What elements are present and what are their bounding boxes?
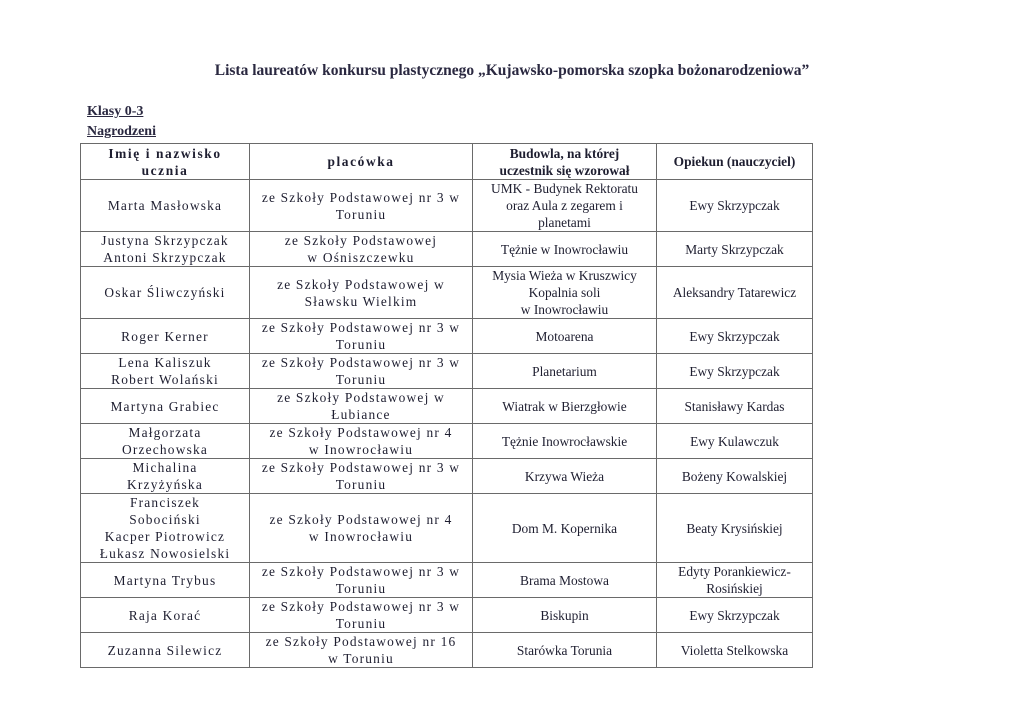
teacher-name: Aleksandry Tatarewicz <box>672 285 797 300</box>
student-name-cell <box>81 494 250 563</box>
building-name: Brama Mostowa <box>520 572 609 588</box>
building-name: Starówka Torunia <box>516 642 613 658</box>
building-name-cell <box>473 180 657 232</box>
school-name: ze Szkoły Podstawowej nr 3 w <box>261 460 461 475</box>
header-building <box>473 144 657 180</box>
teacher-name: Stanisławy Kardas <box>684 398 785 414</box>
teacher-name-cell <box>657 180 813 232</box>
student-name-cell <box>81 319 250 354</box>
student-name: Orzechowska <box>121 442 209 457</box>
teacher-name-cell <box>657 232 813 267</box>
building-name-cell <box>473 232 657 267</box>
header-teacher: Opiekun (nauczyciel) <box>657 144 813 180</box>
school-name: Toruniu <box>335 616 387 631</box>
table-row <box>81 319 813 354</box>
student-name: Marta Masłowska <box>107 198 223 213</box>
school-name: ze Szkoły Podstawowej nr 3 w <box>261 599 461 614</box>
student-name-cell <box>81 633 250 668</box>
school-name: ze Szkoły Podstawowej nr 3 w <box>261 355 461 370</box>
teacher-name: Ewy Skrzypczak <box>689 607 780 623</box>
table-row <box>81 598 813 633</box>
table-row <box>81 267 813 319</box>
school-name: ze Szkoły Podstawowej <box>284 233 438 248</box>
header-name-line: Imię i nazwisko <box>108 145 222 161</box>
school-name-cell <box>250 232 473 267</box>
school-name-cell <box>250 389 473 424</box>
teacher-name-cell <box>657 563 813 598</box>
student-name: Krzyżyńska <box>127 477 203 492</box>
teacher-name-cell <box>657 424 813 459</box>
student-name: Franciszek <box>129 495 200 510</box>
building-name: Planetarium <box>532 363 597 379</box>
table-row <box>81 180 813 232</box>
student-name: Martyna Trybus <box>113 572 217 588</box>
student-name: Roger Kerner <box>121 328 209 344</box>
building-name-cell <box>473 494 657 563</box>
building-name: Biskupin <box>540 607 589 623</box>
table-row <box>81 232 813 267</box>
student-name-cell <box>81 424 250 459</box>
building-name-cell <box>473 459 657 494</box>
school-name: ze Szkoły Podstawowej nr 4 <box>269 512 453 527</box>
school-name: ze Szkoły Podstawowej nr 3 w <box>261 564 461 579</box>
table-row <box>81 389 813 424</box>
school-name-cell <box>250 633 473 668</box>
table-header-row <box>81 144 813 180</box>
building-name-cell <box>473 598 657 633</box>
teacher-name-cell <box>657 354 813 389</box>
teacher-name: Marty Skrzypczak <box>685 241 784 257</box>
table-row <box>81 459 813 494</box>
student-name: Antoni Skrzypczak <box>103 250 227 265</box>
student-name: Łukasz Nowosielski <box>99 546 231 561</box>
teacher-name: Ewy Skrzypczak <box>689 198 780 213</box>
teacher-name-cell <box>657 319 813 354</box>
building-name: Dom M. Kopernika <box>511 520 618 536</box>
teacher-name-cell <box>657 389 813 424</box>
header-name <box>81 144 250 180</box>
school-name: w Ośniszczewku <box>307 250 415 265</box>
student-name: Sobociński <box>129 512 201 527</box>
school-name: ze Szkoły Podstawowej w <box>277 276 445 292</box>
building-name: w Inowrocławiu <box>520 302 609 317</box>
student-name: Kacper Piotrowicz <box>104 529 226 544</box>
school-name-cell <box>250 459 473 494</box>
school-name: ze Szkoły Podstawowej nr 3 w <box>261 320 461 335</box>
teacher-name: Beaty Krysińskiej <box>686 520 783 536</box>
student-name: Martyna Grabiec <box>110 398 220 414</box>
teacher-name: Violetta Stelkowska <box>680 642 789 658</box>
building-name: oraz Aula z zegarem i <box>506 198 623 213</box>
student-name: Zuzanna Silewicz <box>107 642 223 658</box>
student-name: Lena Kaliszuk <box>118 355 212 370</box>
teacher-name-cell <box>657 459 813 494</box>
school-name: w Toruniu <box>328 651 394 666</box>
student-name-cell <box>81 563 250 598</box>
student-name: Michalina <box>132 460 198 475</box>
table-row <box>81 424 813 459</box>
school-name: w Inowrocławiu <box>308 529 414 544</box>
school-name-cell <box>250 494 473 563</box>
school-name: ze Szkoły Podstawowej nr 4 <box>269 425 453 440</box>
building-name-cell <box>473 354 657 389</box>
school-name-cell <box>250 267 473 319</box>
school-name: Toruniu <box>335 581 387 596</box>
teacher-name-cell <box>657 633 813 668</box>
building-name: Kopalnia soli <box>528 285 601 300</box>
building-name-cell <box>473 389 657 424</box>
building-name: Motoarena <box>535 328 594 344</box>
school-name-cell <box>250 180 473 232</box>
building-name: Krzywa Wieża <box>524 468 605 484</box>
student-name-cell <box>81 598 250 633</box>
header-name-line: ucznia <box>141 162 189 178</box>
building-name: Tężnie Inowrocławskie <box>501 433 628 449</box>
header-school: placówka <box>250 144 473 180</box>
school-name: Toruniu <box>335 372 387 387</box>
student-name-cell <box>81 180 250 232</box>
school-name-cell <box>250 354 473 389</box>
teacher-name-cell <box>657 598 813 633</box>
table-row <box>81 633 813 668</box>
school-name-cell <box>250 424 473 459</box>
student-name-cell <box>81 267 250 319</box>
teacher-name: Edyty Porankiewicz- <box>678 564 791 579</box>
building-name-cell <box>473 633 657 668</box>
teacher-name: Ewy Skrzypczak <box>689 363 780 379</box>
table-row <box>81 354 813 389</box>
building-name-cell <box>473 424 657 459</box>
building-name-cell <box>473 319 657 354</box>
student-name: Małgorzata <box>128 425 202 440</box>
school-name: Sławsku Wielkim <box>304 293 418 309</box>
school-name: Toruniu <box>335 337 387 352</box>
teacher-name-cell <box>657 494 813 563</box>
teacher-name: Bożeny Kowalskiej <box>681 468 788 484</box>
student-name: Oskar Śliwczyński <box>104 285 226 300</box>
student-name-cell <box>81 459 250 494</box>
school-name: ze Szkoły Podstawowej nr 3 w <box>261 189 461 205</box>
building-name-cell <box>473 563 657 598</box>
laureates-table <box>80 143 813 668</box>
subsection-heading: Nagrodzeni <box>87 124 156 139</box>
teacher-name: Rosińskiej <box>706 581 763 596</box>
school-name: Toruniu <box>335 206 387 222</box>
school-name: w Inowrocławiu <box>308 442 414 457</box>
student-name-cell <box>81 232 250 267</box>
building-name: planetami <box>538 215 591 230</box>
building-name: Wiatrak w Bierzgłowie <box>502 398 627 414</box>
student-name: Robert Wolański <box>111 372 219 387</box>
school-name: ze Szkoły Podstawowej w <box>277 390 445 405</box>
student-name: Justyna Skrzypczak <box>101 233 229 248</box>
school-name: Łubiance <box>331 407 391 422</box>
school-name: Toruniu <box>335 477 387 492</box>
document-title: Lista laureatów konkursu plastycznego „Kujawsko-pomorska szopka bożonarodzeniowa” <box>214 62 810 79</box>
section-heading: Klasy 0-3 <box>87 104 144 119</box>
table-row <box>81 494 813 563</box>
header-building-line: uczestnik się wzorował <box>499 162 630 178</box>
header-building-line: Budowla, na której <box>509 145 620 161</box>
building-name: Mysia Wieża w Kruszwicy <box>492 268 637 283</box>
building-name: Tężnie w Inowrocławiu <box>500 241 629 257</box>
table-row <box>81 563 813 598</box>
school-name-cell <box>250 563 473 598</box>
student-name-cell <box>81 354 250 389</box>
student-name: Raja Korać <box>128 607 202 623</box>
school-name: ze Szkoły Podstawowej nr 16 <box>265 634 457 649</box>
building-name-cell <box>473 267 657 319</box>
building-name: UMK - Budynek Rektoratu <box>491 181 638 196</box>
teacher-name: Ewy Kulawczuk <box>690 433 779 449</box>
teacher-name-cell <box>657 267 813 319</box>
student-name-cell <box>81 389 250 424</box>
school-name-cell <box>250 598 473 633</box>
teacher-name: Ewy Skrzypczak <box>689 328 780 344</box>
table-body <box>81 180 813 668</box>
school-name-cell <box>250 319 473 354</box>
